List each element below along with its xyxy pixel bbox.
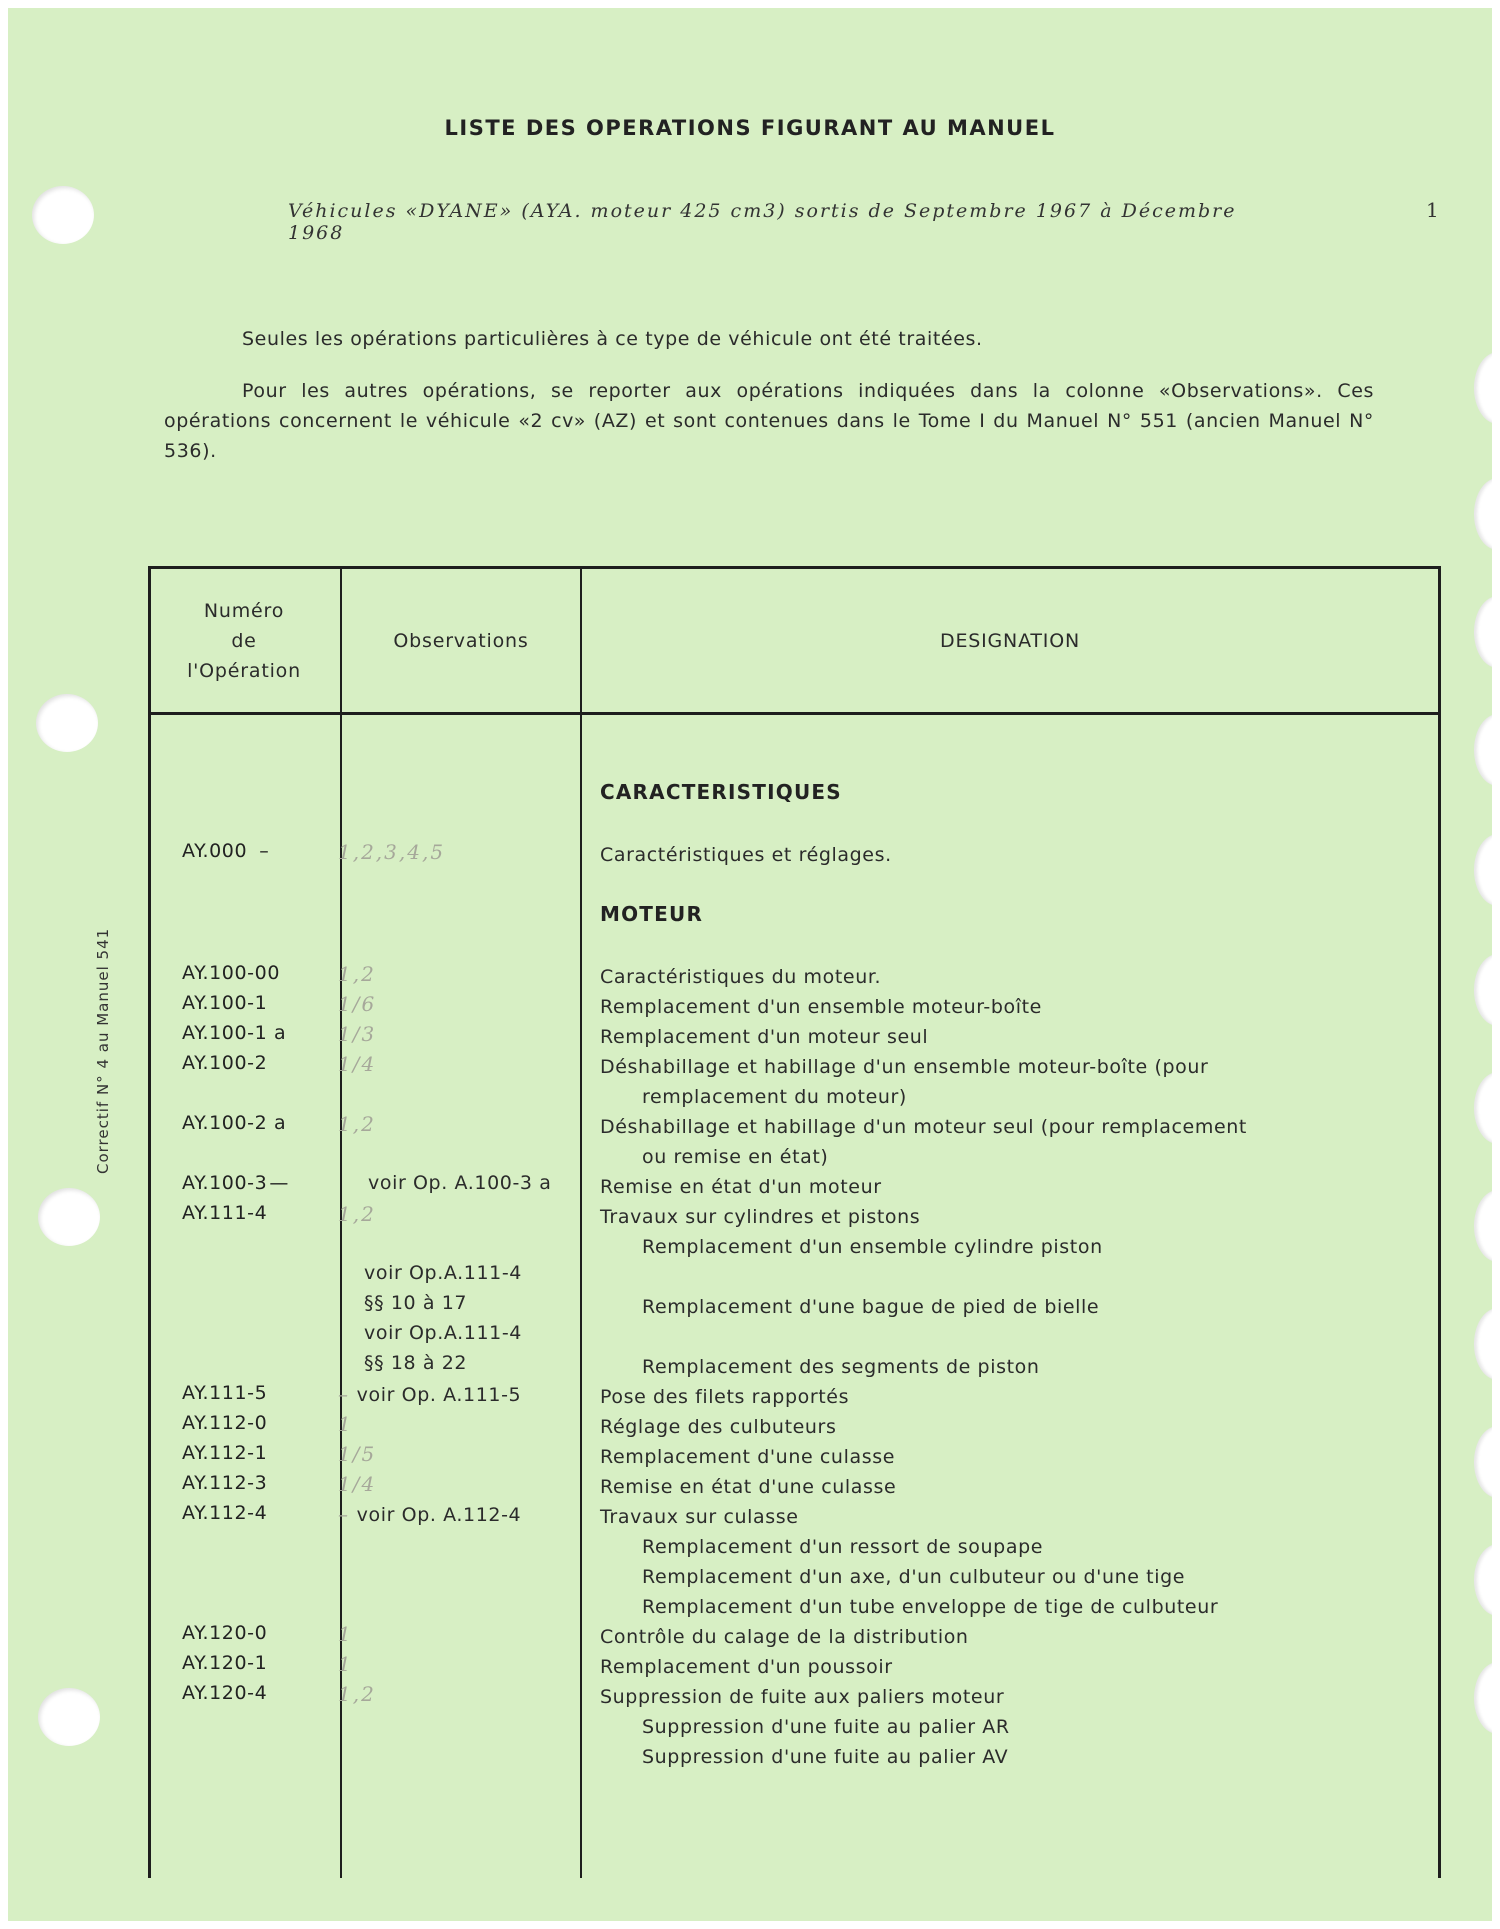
designation: Remplacement d'un ensemble cylindre piston [642,1236,1103,1258]
binder-hole-top [32,186,94,244]
header-operation-number-line2: de [231,630,257,652]
designation: Pose des filets rapportés [600,1386,850,1408]
handwritten-mark: – [338,1502,350,1526]
designation: Remplacement d'un ensemble moteur-boîte [600,996,1042,1018]
operation-number: AY.120-4 [182,1682,268,1704]
designation: Suppression d'une fuite au palier AR [642,1716,1010,1738]
section-heading-moteur: MOTEUR [600,902,704,926]
observation: voir Op.A.111-4 [364,1262,522,1284]
operation-number: AY.100-2 [182,1052,268,1074]
intro-paragraph-2: Pour les autres opérations, se reporter aux opérations indiquées dans la colonne «Observations». Ces opérations concernent le véhicule «2 cv» (AZ) et sont contenues dans le Tome I du Manuel N° 551 (ancien Manuel N° 536). [164,380,1374,462]
operation-number: AY.120-1 [182,1652,268,1674]
designation: Travaux sur cylindres et pistons [600,1206,921,1228]
observation: §§ 18 à 22 [364,1352,468,1374]
designation: Remise en état d'une culasse [600,1476,897,1498]
document-page [8,8,1492,1921]
handwritten-mark: 1/6 [338,992,377,1016]
side-note: Correctif N° 4 au Manuel 541 [94,927,112,1174]
designation-line2: remplacement du moteur) [642,1086,907,1108]
designation-line2: ou remise en état) [642,1146,829,1168]
observation [338,1022,376,1046]
binder-hole-lower [38,1188,100,1246]
intro-paragraph-1: Seules les opérations particulières à ce type de véhicule ont été traitées. [242,328,983,350]
designation: Remplacement d'un axe, d'un culbuteur ou d'une tige [642,1566,1186,1588]
observation [338,1682,376,1706]
designation: Remplacement d'un poussoir [600,1656,893,1678]
observation [338,1412,353,1436]
operation-number: AY.112-3 [182,1472,268,1494]
table-border-right [1438,566,1441,1878]
designation [600,1052,1420,1112]
operation-number: AY.100-1 a [182,1022,287,1044]
designation: Travaux sur culasse [600,1506,799,1528]
operation-number: AY.000 – [182,840,270,862]
designation: Caractéristiques et réglages. [600,844,892,866]
operation-number: AY.120-0 [182,1622,268,1644]
binder-hole-bottom [38,1688,100,1746]
observation [338,1052,376,1076]
table-border-left [148,566,151,1878]
binder-hole-middle [36,694,98,752]
handwritten-mark: – [338,1382,350,1406]
observation: – voir Op. A.111-5 [338,1382,522,1406]
designation-line1: Déshabillage et habillage d'un moteur seul (pour remplacement [600,1116,1247,1138]
handwritten-mark: 1,2 [338,962,376,986]
designation: Suppression d'une fuite au palier AV [642,1746,1009,1768]
designation: Remplacement des segments de piston [642,1356,1040,1378]
designation: Remplacement d'un tube enveloppe de tige de culbuteur [642,1596,1219,1618]
operation-number: AY.111-4 [182,1202,268,1224]
edge-notch [1474,352,1492,424]
observation [338,1112,376,1136]
observation [338,1202,376,1226]
designation: Caractéristiques du moteur. [600,966,882,988]
handwritten-mark: 1/4 [338,1472,377,1496]
observation [338,840,445,864]
designation: Remplacement d'un moteur seul [600,1026,929,1048]
operation-number: AY.112-4 [182,1502,268,1524]
header-operation-number [148,566,340,716]
handwritten-mark: 1/3 [338,1022,377,1046]
header-observations: Observations [393,630,529,652]
handwritten-mark: 1,2 [338,1202,376,1226]
edge-notch [1474,1190,1492,1262]
observation [338,1472,376,1496]
table-column-divider-2 [580,566,582,1878]
page-subtitle: Véhicules «DYANE» (AYA. moteur 425 cm3) sortis de Septembre 1967 à Décembre 1968 [288,200,1237,244]
observation [338,1652,353,1676]
operation-number: AY.100-00 [182,962,281,984]
handwritten-mark: 1 [338,1622,353,1646]
designation: Remplacement d'un ressort de soupape [642,1536,1044,1558]
handwritten-mark: 1,2 [338,1682,376,1706]
header-operation-number-line1: Numéro [203,600,285,622]
edge-notch [1474,1426,1492,1498]
designation: Remise en état d'un moteur [600,1176,882,1198]
header-designation: DESIGNATION [940,630,1080,652]
handwritten-mark: 1 [338,1652,353,1676]
edge-notch [1474,954,1492,1026]
designation: Suppression de fuite aux paliers moteur [600,1686,1005,1708]
section-heading-caracteristiques: CARACTERISTIQUES [600,780,842,804]
handwritten-mark: 1/5 [338,1442,377,1466]
handwritten-mark: 1 [338,1412,353,1436]
operation-dash: — [269,1172,289,1194]
observation [338,962,376,986]
handwritten-mark: 1/4 [338,1052,377,1076]
observation: §§ 10 à 17 [364,1292,468,1314]
designation: Réglage des culbuteurs [600,1416,837,1438]
edge-notch [1474,714,1492,786]
edge-notch [1474,478,1492,550]
edge-notch [1474,834,1492,906]
operation-number: AY.100-2 a [182,1112,287,1134]
designation-line1: Déshabillage et habillage d'un ensemble moteur-boîte (pour [600,1056,1209,1078]
operation-number: AY.112-1 [182,1442,268,1464]
edge-notch [1474,1072,1492,1144]
header-operation-number-line3: l'Opération [187,660,301,682]
observation [338,992,376,1016]
operation-number: AY.112-0 [182,1412,268,1434]
handwritten-mark: 1,2,3,4,5 [338,840,446,864]
edge-notch [1474,1662,1492,1734]
observation: voir Op.A.111-4 [364,1322,522,1344]
page-title: LISTE DES OPERATIONS FIGURANT AU MANUEL [444,116,1056,140]
operation-number: AY.100-1 [182,992,268,1014]
operation-number: AY.111-5 [182,1382,268,1404]
operation-dash: – [259,840,270,862]
edge-notch [1474,1544,1492,1616]
page-number: 1 [1426,198,1439,222]
operation-number: AY.100-3 — [182,1172,289,1194]
designation: Contrôle du calage de la distribution [600,1626,969,1648]
observation [338,1622,353,1646]
designation [600,1112,1420,1172]
observation: – voir Op. A.112-4 [338,1502,522,1526]
observation [338,1442,376,1466]
designation: Remplacement d'une culasse [600,1446,895,1468]
designation: Remplacement d'une bague de pied de bielle [642,1296,1100,1318]
handwritten-mark: 1,2 [338,1112,376,1136]
edge-notch [1474,1308,1492,1380]
edge-notch [1474,596,1492,668]
observation: voir Op. A.100-3 a [368,1172,552,1194]
intro-text [164,324,1374,466]
operations-table [148,566,1440,1878]
